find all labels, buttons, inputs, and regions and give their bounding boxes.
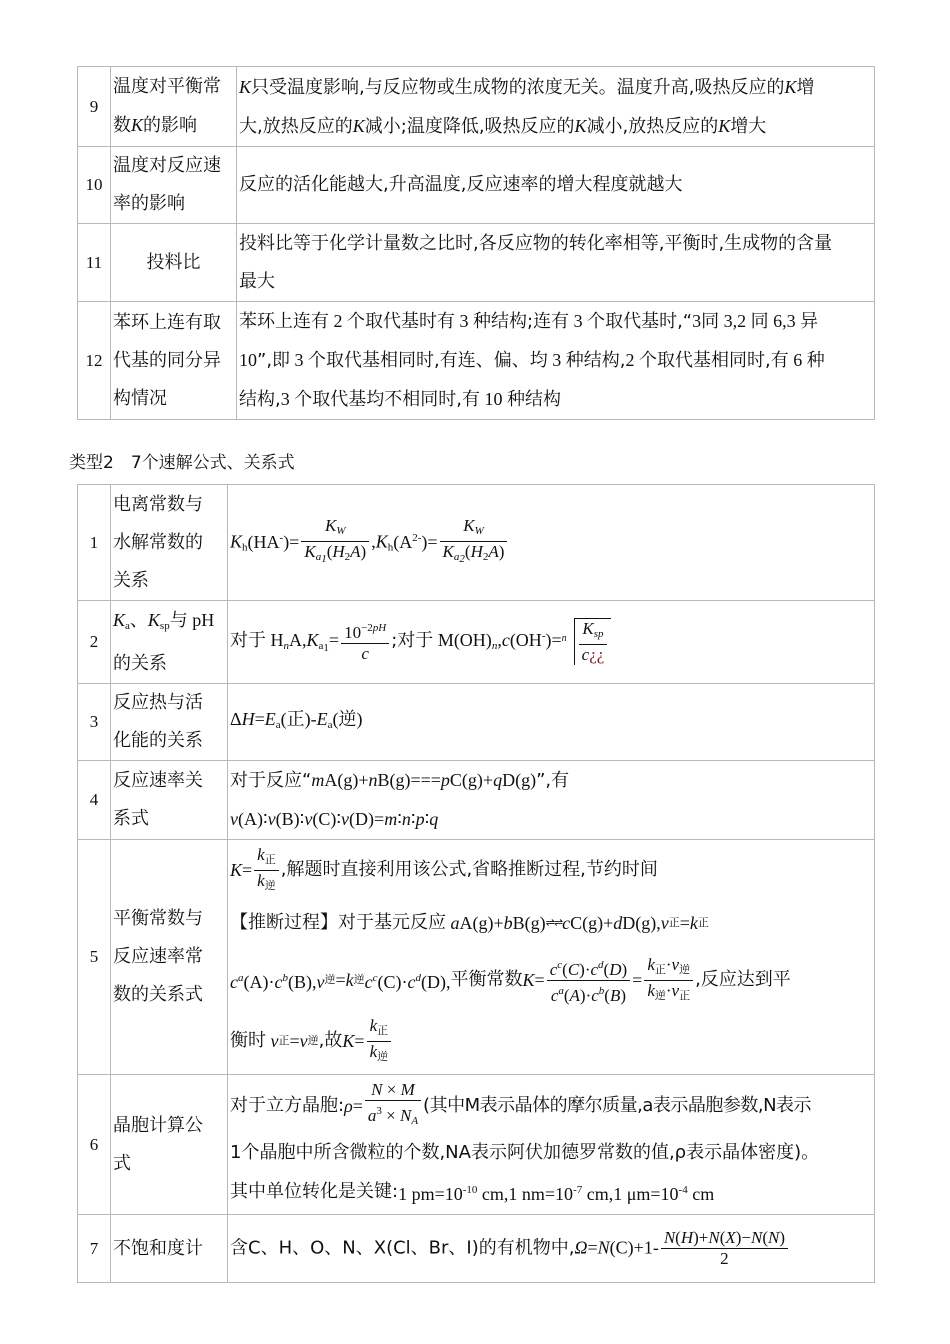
fraction: $\frac{N \times M}{a^3 \times N_A}$ — [365, 1080, 421, 1131]
row-formula: 对于立方晶胞: ρ = $\frac{N \times M}{a^3 \times N_A}$ (其中M表示晶体的摩尔质量,a表示晶胞参数,N表示 1个晶胞中所含微粒的个数,NA表示阿伏加德罗常数的值,ρ表示晶体密度)。 其中单位转化是关键: 1 $pm=10^{-10}$ cm,1 $nm=10^{-7}$ cm,1 $\mu m=10^{-4}$ cm — [228, 1075, 875, 1215]
row-formula: $\Delta H=E_a$(正)$-E_a$(逆) — [228, 684, 875, 761]
row-title: 反应热与活 化能的关系 — [111, 684, 228, 761]
table-row — [78, 67, 875, 147]
fraction: $\frac{k_正}{k_逆}$ — [254, 845, 279, 896]
row-formula: 对于 $H_nA,K_{a1}=$ $\frac{10^{-2pH}}{c}$ ;对于 $M(OH)_n,c(OH^-)=$ n $\frac{K_{sp}}{c¿¿}$ — [228, 601, 875, 684]
table-row — [78, 485, 875, 601]
row-title: 苯环上连有取 代基的同分异 构情况 — [111, 302, 237, 420]
fraction: $\frac{10^{-2pH}}{c}$ — [341, 618, 389, 664]
row-number: 3 — [78, 684, 111, 761]
section-title: 类型2 7个速解公式、关系式 — [69, 453, 295, 473]
row-content: K只受温度影响,与反应物或生成物的浓度无关。温度升高,吸热反应的K增 大,放热反应的K减小;温度降低,吸热反应的K减小,放热反应的K增大 — [237, 67, 875, 147]
table-row — [78, 1215, 875, 1283]
fraction: $\frac{N(H)+N(X)-N(N)}{2}$ — [661, 1228, 788, 1269]
row-formula: K = $\frac{k_正}{k_逆}$ ,解题时直接利用该公式,省略推断过程,节约时间 【推断过程】对于基元反应 aA(g)+bB(g) ⇌⇌ cC(g)+dD(g),v 正 =k 正 $c^a(A)\cdot c^b(B),v$ 逆 =k 逆 $c^c(C)\cdot c^d(D)$, 平衡常数 K = $\frac{c^c(C)\cdot c^d(D)}{c^a(A)\cdot c^b(B)}$ = $\frac{k_正\cdot v_逆}{k_逆\cdot v_正}$ ,反应达到平 衡时 v 正 =v 逆 ,故 K = $\frac{k_正}{k_逆}$ — [228, 840, 875, 1075]
row-title: 不饱和度计 — [111, 1215, 228, 1283]
table-row — [78, 147, 875, 224]
row-number: 6 — [78, 1075, 111, 1215]
table-row — [78, 601, 875, 684]
row-title: 温度对平衡常 数K的影响 — [111, 67, 237, 147]
row-formula: 对于反应“mA(g)+nB(g)===pC(g)+qD(g)”,有 v(A)∶v(B)∶v(C)∶v(D)=m∶n∶p∶q — [228, 761, 875, 840]
row-number: 1 — [78, 485, 111, 601]
row-number: 12 — [78, 302, 111, 420]
table-row — [78, 1075, 875, 1215]
row-number: 4 — [78, 761, 111, 840]
row-number: 11 — [78, 224, 111, 302]
row-title: $K_a$、$K_{sp}$与 pH 的关系 — [111, 601, 228, 684]
row-formula: 含C、H、O、N、X(Cl、Br、I)的有机物中,Ω=N(C)+1- $\frac{N(H)+N(X)-N(N)}{2}$ — [228, 1215, 875, 1283]
row-title: 平衡常数与 反应速率常 数的关系式 — [111, 840, 228, 1075]
row-content: 反应的活化能越大,升高温度,反应速率的增大程度就越大 — [237, 147, 875, 224]
formula-table-2 — [77, 484, 875, 1283]
row-formula: $K_h(HA^-)=$ $\frac{K_W}{K_{a1}(H_2A)}$ $,K_h(A^{2-})=$ $\frac{K_W}{K_{a2}(H_2A)}$ — [228, 485, 875, 601]
table-row — [78, 684, 875, 761]
concept-table-1 — [77, 66, 875, 420]
row-content: 苯环上连有 2 个取代基时有 3 种结构;连有 3 个取代基时,“3同 3,2 同 6,3 异 10”,即 3 个取代基相同时,有连、偏、均 3 种结构,2 个取代基相同时,有 6 种 结构,3 个取代基均不相同时,有 10 种结构 — [237, 302, 875, 420]
row-number: 10 — [78, 147, 111, 224]
row-title: 电离常数与 水解常数的 关系 — [111, 485, 228, 601]
root-expression: n $\frac{K_{sp}}{c¿¿}$ — [562, 618, 612, 665]
row-number: 7 — [78, 1215, 111, 1283]
fraction: $\frac{K_W}{K_{a2}(H_2A)}$ — [440, 516, 508, 569]
table-row — [78, 840, 875, 1075]
row-title: 温度对反应速 率的影响 — [111, 147, 237, 224]
row-number: 2 — [78, 601, 111, 684]
table-row — [78, 224, 875, 302]
row-title: 晶胞计算公 式 — [111, 1075, 228, 1215]
row-number: 9 — [78, 67, 111, 147]
row-number: 5 — [78, 840, 111, 1075]
table-row — [78, 302, 875, 420]
row-title: 投料比 — [111, 224, 237, 302]
fraction: $\frac{k_正}{k_逆}$ — [367, 1016, 392, 1067]
table-row — [78, 761, 875, 840]
fraction: $\frac{k_正\cdot v_逆}{k_逆\cdot v_正}$ — [644, 955, 693, 1006]
fraction: $\frac{c^c(C)\cdot c^d(D)}{c^a(A)\cdot c^b(B)}$ — [547, 955, 630, 1006]
fraction: $\frac{K_W}{K_{a1}(H_2A)}$ — [301, 516, 369, 569]
row-content: 投料比等于化学计量数之比时,各反应物的转化率相等,平衡时,生成物的含量 最大 — [237, 224, 875, 302]
row-title: 反应速率关 系式 — [111, 761, 228, 840]
